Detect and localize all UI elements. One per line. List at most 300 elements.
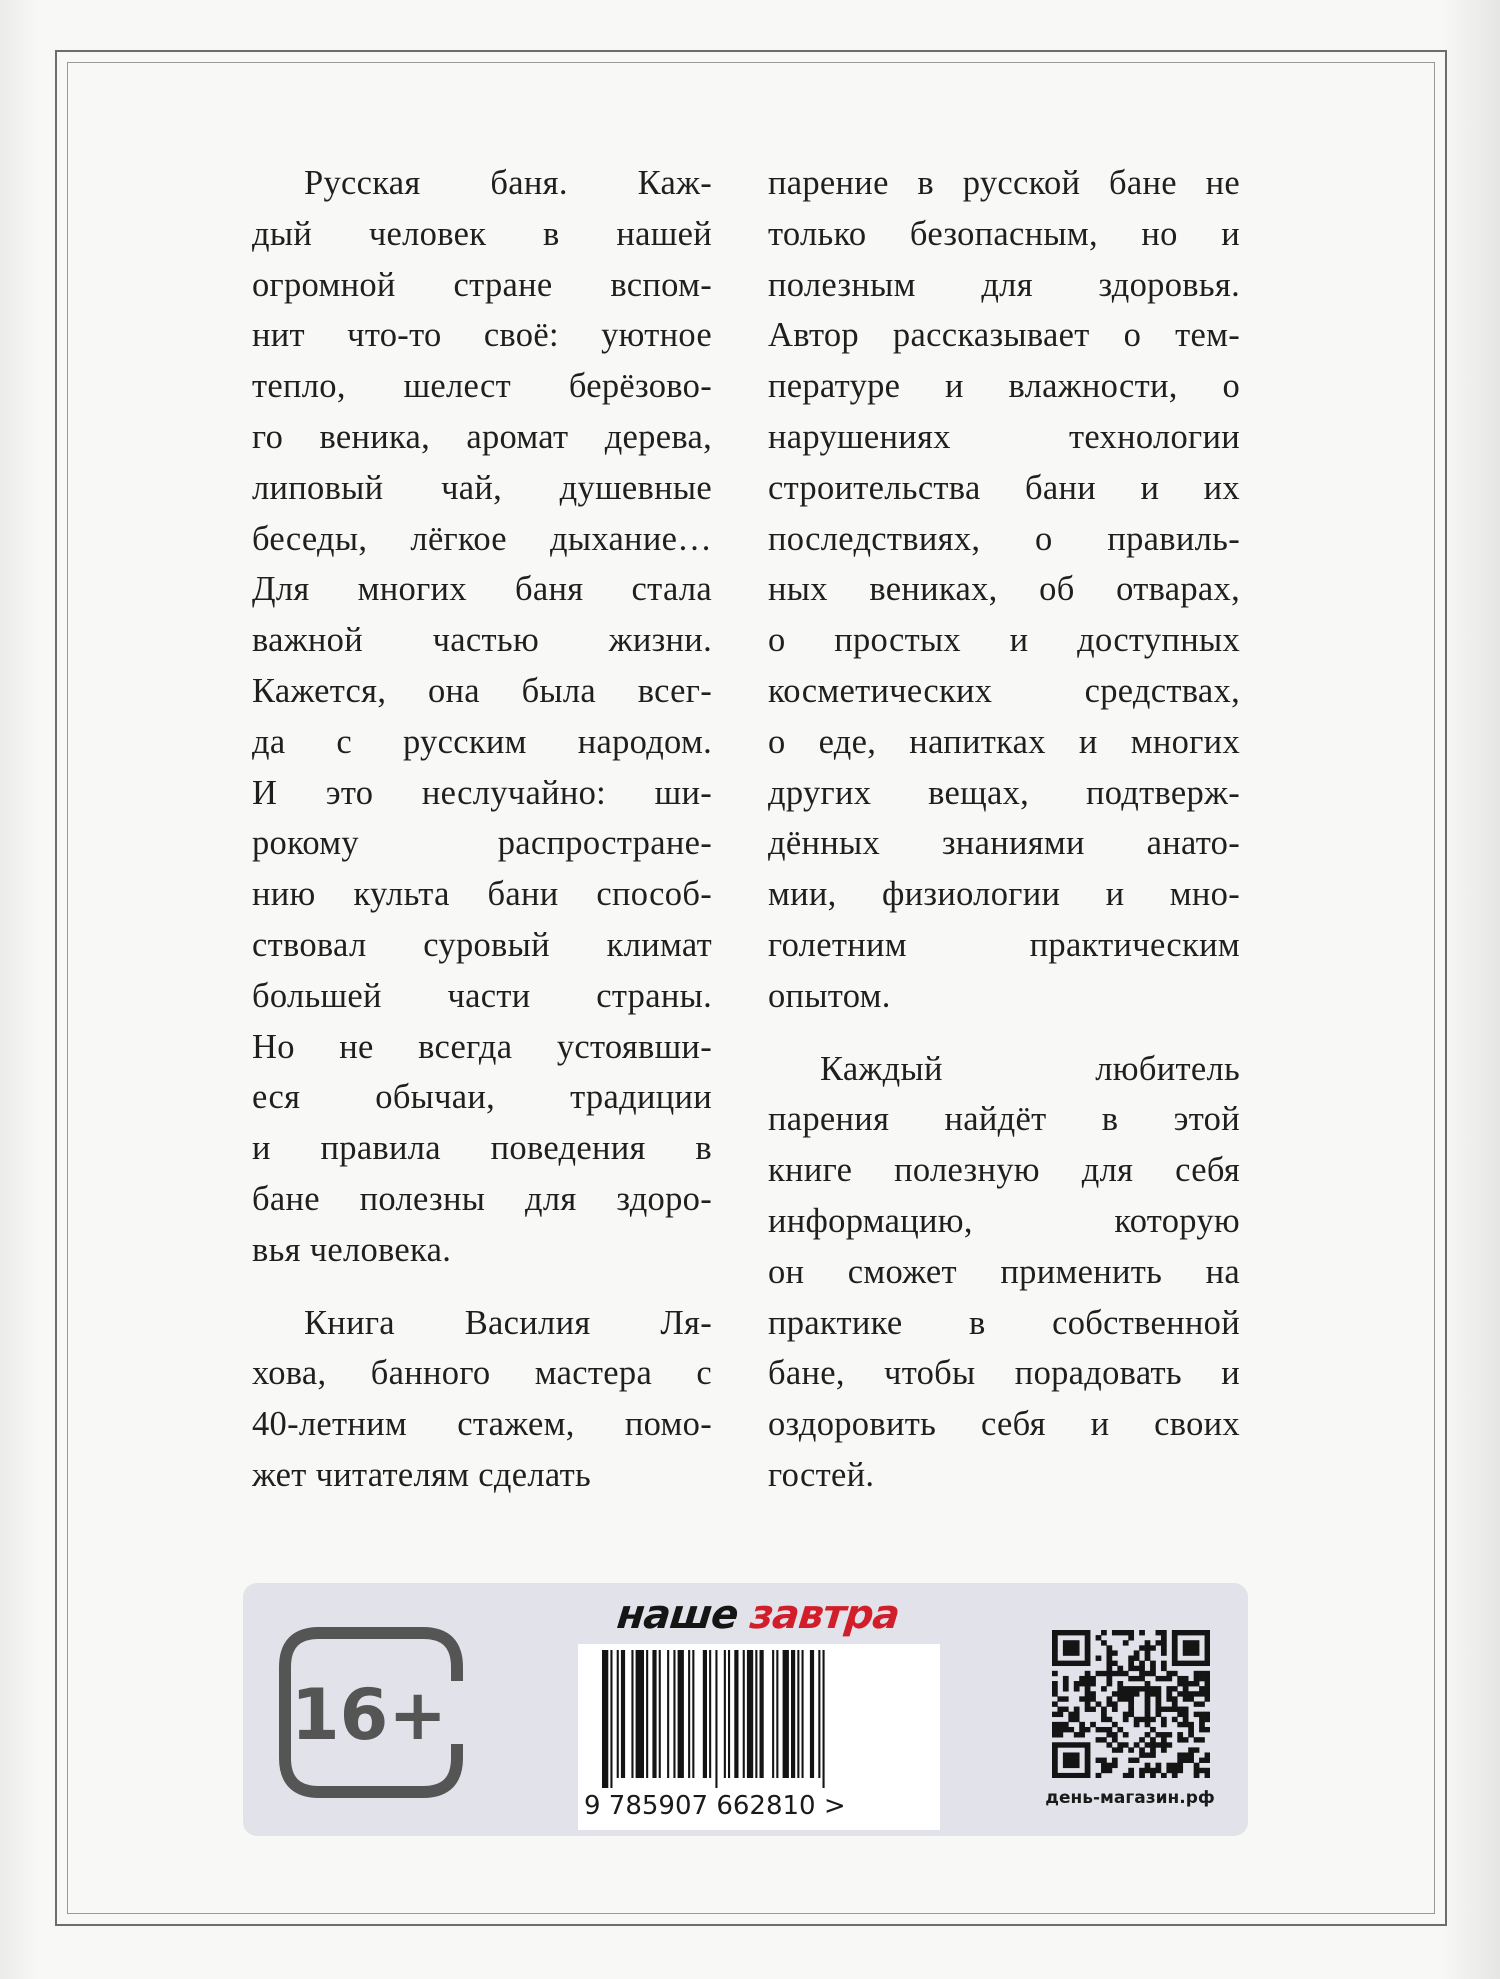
qr-module (1194, 1737, 1200, 1742)
qr-module (1150, 1691, 1156, 1696)
qr-module (1139, 1717, 1145, 1722)
qr-module (1123, 1686, 1129, 1691)
text-line: пературе и влажности, о (768, 367, 1240, 406)
qr-module (1134, 1758, 1140, 1763)
qr-module (1172, 1650, 1178, 1655)
qr-module (1117, 1747, 1123, 1752)
qr-module (1150, 1645, 1156, 1650)
qr-module (1150, 1661, 1156, 1666)
qr-module (1117, 1666, 1123, 1671)
qr-module (1199, 1737, 1205, 1742)
qr-module (1194, 1650, 1200, 1655)
qr-module (1177, 1681, 1183, 1686)
text-line: информацию, которую (768, 1201, 1240, 1240)
qr-module (1106, 1701, 1112, 1706)
qr-module (1052, 1742, 1058, 1747)
qr-module (1106, 1681, 1112, 1686)
qr-module (1063, 1696, 1069, 1701)
qr-module (1101, 1640, 1107, 1645)
qr-module (1090, 1707, 1096, 1712)
barcode-bar (703, 1650, 707, 1778)
qr-module (1205, 1717, 1210, 1722)
qr-module (1128, 1656, 1134, 1661)
qr-module (1112, 1650, 1118, 1655)
qr-module (1052, 1630, 1058, 1635)
qr-module (1156, 1701, 1162, 1706)
barcode-bar (715, 1650, 717, 1788)
qr-module (1052, 1747, 1058, 1752)
qr-module (1068, 1661, 1074, 1666)
text-line: последствиях, о правиль- (768, 519, 1240, 558)
qr-module (1205, 1635, 1210, 1640)
qr-module (1134, 1686, 1140, 1691)
text-line: мии, физиологии и мно- (768, 875, 1240, 914)
qr-module (1112, 1747, 1118, 1752)
qr-module (1205, 1696, 1210, 1701)
qr-module (1199, 1727, 1205, 1732)
qr-module (1194, 1763, 1200, 1768)
text-line: о еде, напитках и многих (768, 722, 1240, 761)
qr-module (1052, 1640, 1058, 1645)
qr-module (1106, 1645, 1112, 1650)
qr-module (1068, 1763, 1074, 1768)
barcode-bar (760, 1650, 764, 1778)
qr-module (1063, 1661, 1069, 1666)
qr-module (1150, 1686, 1156, 1691)
qr-module (1183, 1707, 1189, 1712)
qr-module (1112, 1661, 1118, 1666)
qr-module (1183, 1676, 1189, 1681)
text-line: хова, банного мастера с (252, 1354, 712, 1393)
qr-module (1123, 1717, 1129, 1722)
qr-module (1101, 1737, 1107, 1742)
qr-module (1172, 1661, 1178, 1666)
qr-module (1117, 1630, 1123, 1635)
text-line: Автор рассказывает о тем- (768, 316, 1240, 355)
qr-module (1166, 1707, 1172, 1712)
qr-module (1117, 1691, 1123, 1696)
qr-module (1161, 1666, 1167, 1671)
qr-module (1156, 1707, 1162, 1712)
qr-module (1128, 1747, 1134, 1752)
qr-module (1188, 1630, 1194, 1635)
qr-module (1106, 1732, 1112, 1737)
qr-module (1166, 1696, 1172, 1701)
qr-module (1074, 1686, 1080, 1691)
qr-module (1194, 1681, 1200, 1686)
qr-module (1063, 1630, 1069, 1635)
qr-module (1145, 1691, 1151, 1696)
qr-module (1112, 1722, 1118, 1727)
text-line: нит что-то своё: уютное (252, 316, 712, 355)
qr-module (1112, 1732, 1118, 1737)
qr-module (1199, 1676, 1205, 1681)
qr-module (1156, 1742, 1162, 1747)
qr-module (1112, 1691, 1118, 1696)
qr-module (1205, 1773, 1210, 1778)
qr-module (1052, 1645, 1058, 1650)
publisher-logo-part2: завтра (747, 1592, 902, 1638)
qr-module (1052, 1752, 1058, 1757)
qr-module (1063, 1640, 1069, 1645)
paragraph (252, 158, 712, 1276)
qr-module (1199, 1686, 1205, 1691)
qr-module (1068, 1758, 1074, 1763)
qr-module (1161, 1676, 1167, 1681)
qr-module (1057, 1630, 1063, 1635)
qr-module (1090, 1681, 1096, 1686)
qr-module (1177, 1768, 1183, 1773)
qr-module (1068, 1712, 1074, 1717)
paragraph (252, 1298, 712, 1501)
qr-module (1139, 1737, 1145, 1742)
qr-module (1068, 1640, 1074, 1645)
qr-module (1128, 1635, 1134, 1640)
qr-module (1101, 1727, 1107, 1732)
qr-module (1074, 1773, 1080, 1778)
qr-module (1052, 1661, 1058, 1666)
qr-module (1079, 1681, 1085, 1686)
qr-module (1183, 1630, 1189, 1635)
text-line: дый человек в нашей (252, 214, 712, 253)
qr-module (1183, 1712, 1189, 1717)
qr-module (1128, 1686, 1134, 1691)
text-column-left (252, 158, 712, 1501)
qr-module (1068, 1742, 1074, 1747)
qr-module (1106, 1768, 1112, 1773)
qr-module (1205, 1645, 1210, 1650)
qr-module (1183, 1696, 1189, 1701)
publisher-logo (596, 1593, 921, 1637)
qr-module (1101, 1671, 1107, 1676)
qr-module (1063, 1650, 1069, 1655)
text-line: о простых и доступных (768, 621, 1240, 660)
qr-module (1205, 1686, 1210, 1691)
qr-module (1106, 1717, 1112, 1722)
qr-module (1199, 1691, 1205, 1696)
qr-module (1052, 1656, 1058, 1661)
qr-module (1134, 1722, 1140, 1727)
text-line: да с русским народом. (252, 722, 712, 761)
qr-module (1085, 1630, 1091, 1635)
qr-module (1052, 1650, 1058, 1655)
qr-module (1123, 1671, 1129, 1676)
qr-module (1145, 1696, 1151, 1701)
qr-module (1166, 1732, 1172, 1737)
qr-module (1161, 1737, 1167, 1742)
qr-module (1161, 1635, 1167, 1640)
qr-module (1194, 1691, 1200, 1696)
text-line: он сможет применить на (768, 1252, 1240, 1291)
qr-module (1205, 1630, 1210, 1635)
qr-module (1085, 1635, 1091, 1640)
qr-module (1161, 1732, 1167, 1737)
qr-module (1123, 1742, 1129, 1747)
qr-module (1106, 1742, 1112, 1747)
qr-module (1074, 1742, 1080, 1747)
qr-module (1161, 1645, 1167, 1650)
barcode-bar (747, 1650, 753, 1778)
text-line: еся обычаи, традиции (252, 1078, 712, 1117)
qr-module (1063, 1742, 1069, 1747)
qr-module (1085, 1763, 1091, 1768)
text-line: бане полезны для здоро- (252, 1179, 712, 1218)
text-line: важной частью жизни. (252, 621, 712, 660)
qr-module (1194, 1768, 1200, 1773)
text-line: дённых знаниями анато- (768, 824, 1240, 863)
qr-module (1052, 1763, 1058, 1768)
qr-module (1085, 1707, 1091, 1712)
qr-module (1188, 1681, 1194, 1686)
qr-module (1128, 1630, 1134, 1635)
qr-module (1090, 1722, 1096, 1727)
qr-module (1068, 1752, 1074, 1757)
qr-module (1194, 1712, 1200, 1717)
barcode-bar (755, 1650, 757, 1778)
text-line: нарушениях технологии (768, 417, 1240, 456)
qr-module (1074, 1707, 1080, 1712)
qr-module (1063, 1763, 1069, 1768)
qr-module (1150, 1717, 1156, 1722)
barcode-bar (602, 1650, 608, 1788)
qr-module (1177, 1676, 1183, 1681)
qr-module (1145, 1752, 1151, 1757)
qr-module (1166, 1686, 1172, 1691)
text-line: Кажется, она была всег- (252, 671, 712, 710)
qr-module (1128, 1666, 1134, 1671)
qr-module (1106, 1763, 1112, 1768)
barcode-bar (823, 1650, 825, 1788)
barcode-bar (709, 1650, 711, 1778)
qr-module (1096, 1656, 1102, 1661)
qr-module (1183, 1645, 1189, 1650)
text-line: липовый чай, душевные (252, 468, 712, 507)
qr-module (1101, 1630, 1107, 1635)
qr-module (1145, 1640, 1151, 1645)
qr-module (1161, 1640, 1167, 1645)
qr-module (1177, 1732, 1183, 1737)
qr-module (1183, 1737, 1189, 1742)
qr-module (1145, 1656, 1151, 1661)
qr-module (1161, 1707, 1167, 1712)
qr-module (1177, 1712, 1183, 1717)
text-line: других вещах, подтверж- (768, 773, 1240, 812)
qr-module (1166, 1671, 1172, 1676)
qr-module (1177, 1630, 1183, 1635)
qr-module (1074, 1717, 1080, 1722)
qr-module (1079, 1727, 1085, 1732)
qr-module (1161, 1630, 1167, 1635)
qr-module (1112, 1758, 1118, 1763)
qr-module (1068, 1717, 1074, 1722)
qr-module (1150, 1773, 1156, 1778)
text-line: практике в собственной (768, 1303, 1240, 1342)
qr-module (1161, 1650, 1167, 1655)
qr-module (1128, 1691, 1134, 1696)
qr-module (1052, 1722, 1058, 1727)
qr-module (1188, 1661, 1194, 1666)
qr-module (1156, 1640, 1162, 1645)
text-line: Каждый любитель (820, 1049, 1240, 1088)
qr-module (1117, 1742, 1123, 1747)
qr-module (1145, 1701, 1151, 1706)
qr-module (1052, 1712, 1058, 1717)
qr-module (1139, 1686, 1145, 1691)
qr-module (1074, 1640, 1080, 1645)
barcode (600, 1650, 922, 1788)
qr-module (1074, 1758, 1080, 1763)
qr-module (1101, 1768, 1107, 1773)
qr-module (1057, 1707, 1063, 1712)
qr-module (1090, 1696, 1096, 1701)
barcode-bar (617, 1650, 619, 1778)
qr-module (1145, 1650, 1151, 1655)
qr-module (1139, 1661, 1145, 1666)
barcode-bar (743, 1650, 745, 1778)
qr-module (1106, 1676, 1112, 1681)
qr-module (1085, 1676, 1091, 1681)
qr-module (1106, 1661, 1112, 1666)
qr-module (1156, 1732, 1162, 1737)
barcode-bar (797, 1650, 799, 1778)
qr-module (1101, 1758, 1107, 1763)
qr-module (1145, 1671, 1151, 1676)
barcode-bar (667, 1650, 669, 1778)
qr-module (1161, 1717, 1167, 1722)
qr-module (1177, 1661, 1183, 1666)
qr-module (1112, 1763, 1118, 1768)
qr-module (1199, 1712, 1205, 1717)
qr-module (1188, 1747, 1194, 1752)
qr-module (1134, 1676, 1140, 1681)
qr-module (1161, 1722, 1167, 1727)
qr-module (1199, 1671, 1205, 1676)
text-line: косметических средствах, (768, 671, 1240, 710)
qr-module (1156, 1768, 1162, 1773)
barcode-bar (631, 1650, 633, 1778)
qr-module (1123, 1696, 1129, 1701)
qr-module (1177, 1758, 1183, 1763)
qr-module (1123, 1630, 1129, 1635)
qr-module (1079, 1696, 1085, 1701)
qr-module (1145, 1712, 1151, 1717)
qr-module (1085, 1742, 1091, 1747)
qr-module (1183, 1758, 1189, 1763)
qr-module (1172, 1656, 1178, 1661)
text-line: большей части страны. (252, 976, 712, 1015)
qr-module (1106, 1696, 1112, 1701)
qr-module (1068, 1773, 1074, 1778)
qr-module (1145, 1645, 1151, 1650)
qr-module (1156, 1696, 1162, 1701)
text-line: нию культа бани способ- (252, 875, 712, 914)
qr-module (1150, 1742, 1156, 1747)
barcode-bar (810, 1650, 814, 1778)
qr-module (1183, 1640, 1189, 1645)
qr-module (1128, 1707, 1134, 1712)
qr-module (1063, 1645, 1069, 1650)
qr-module (1106, 1650, 1112, 1655)
qr-module (1139, 1752, 1145, 1757)
age-rating-badge (279, 1627, 463, 1798)
qr-module (1128, 1768, 1134, 1773)
qr-module (1101, 1717, 1107, 1722)
barcode-bar (646, 1650, 648, 1778)
qr-module (1063, 1676, 1069, 1681)
qr-module (1123, 1732, 1129, 1737)
barcode-bar (688, 1650, 690, 1778)
qr-module (1096, 1737, 1102, 1742)
qr-module (1074, 1661, 1080, 1666)
qr-module (1156, 1691, 1162, 1696)
text-line: и правила поведения в (252, 1129, 712, 1168)
qr-module (1079, 1676, 1085, 1681)
qr-module (1106, 1727, 1112, 1732)
qr-module (1063, 1686, 1069, 1691)
qr-module (1123, 1712, 1129, 1717)
text-column-right (768, 158, 1240, 1501)
barcode-bar (772, 1650, 774, 1778)
qr-module (1166, 1768, 1172, 1773)
qr-module (1096, 1758, 1102, 1763)
qr-module (1085, 1691, 1091, 1696)
qr-module (1134, 1742, 1140, 1747)
qr-module (1068, 1645, 1074, 1650)
qr-module (1074, 1650, 1080, 1655)
barcode-bar (783, 1650, 789, 1778)
qr-module (1145, 1763, 1151, 1768)
qr-module (1052, 1732, 1058, 1737)
qr-module (1205, 1712, 1210, 1717)
qr-module (1177, 1707, 1183, 1712)
qr-module (1074, 1712, 1080, 1717)
qr-module (1052, 1635, 1058, 1640)
text-line: голетним практическим (768, 925, 1240, 964)
qr-module (1145, 1681, 1151, 1686)
qr-module (1145, 1717, 1151, 1722)
qr-module (1172, 1686, 1178, 1691)
qr-module (1199, 1717, 1205, 1722)
qr-module (1085, 1661, 1091, 1666)
qr-module (1117, 1681, 1123, 1686)
qr-module (1090, 1676, 1096, 1681)
qr-module (1063, 1722, 1069, 1727)
qr-module (1128, 1758, 1134, 1763)
qr-module (1172, 1768, 1178, 1773)
qr-module (1150, 1666, 1156, 1671)
text-line: полезным для здоровья. (768, 265, 1240, 304)
qr-module (1106, 1671, 1112, 1676)
qr-module (1172, 1640, 1178, 1645)
qr-module (1085, 1671, 1091, 1676)
qr-module (1112, 1701, 1118, 1706)
isbn-digits: 9 785907 662810 > (584, 1791, 846, 1821)
qr-module (1172, 1701, 1178, 1706)
qr-module (1085, 1650, 1091, 1655)
qr-module (1128, 1712, 1134, 1717)
qr-module (1052, 1701, 1058, 1706)
text-line: строительства бани и их (768, 468, 1240, 507)
qr-module (1123, 1640, 1129, 1645)
text-line: И это неслучайно: ши- (252, 773, 712, 812)
qr-module (1057, 1742, 1063, 1747)
qr-module (1101, 1707, 1107, 1712)
text-line: только безопасным, но и (768, 214, 1240, 253)
qr-module (1085, 1747, 1091, 1752)
qr-module (1101, 1763, 1107, 1768)
qr-module (1188, 1732, 1194, 1737)
qr-module (1079, 1742, 1085, 1747)
